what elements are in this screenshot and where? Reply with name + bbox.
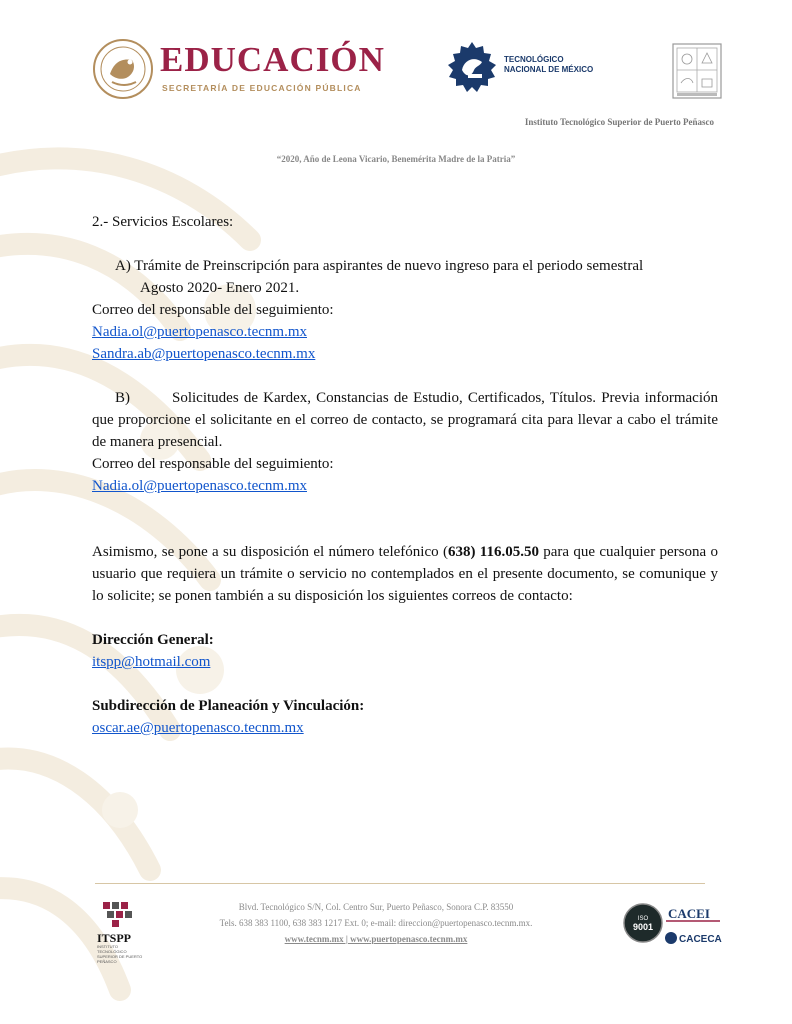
item-a-email-link-1[interactable]: Nadia.ol@puertopenasco.tecnm.mx bbox=[92, 324, 307, 340]
tecnm-logo-icon bbox=[446, 40, 498, 94]
direccion-general-email-link[interactable]: itspp@hotmail.com bbox=[92, 654, 211, 670]
accreditation-logos bbox=[664, 905, 722, 947]
iso-9001-badge-icon bbox=[622, 900, 664, 946]
item-a-line-1: A) Trámite de Preinscripción para aspirantes de nuevo ingreso para el periodo semestral bbox=[115, 258, 644, 274]
iso-label-2: 9001 bbox=[632, 922, 654, 932]
section-title: 2.- Servicios Escolares: bbox=[92, 214, 234, 230]
mexico-seal-icon bbox=[92, 38, 154, 100]
itspp-shield-icon bbox=[672, 43, 722, 99]
item-b-paragraph bbox=[92, 387, 718, 453]
footer-websites[interactable]: www.tecnm.mx | www.puertopenasco.tecnm.mx bbox=[284, 934, 468, 944]
iso-label-1: ISO bbox=[637, 916, 649, 922]
direccion-general-title: Dirección General: bbox=[92, 632, 214, 648]
item-a-responsible-label: Correo del responsable del seguimiento: bbox=[92, 302, 334, 318]
cacei-logo-icon bbox=[664, 905, 722, 923]
contact-text-after: para que cualquier persona o usuario que requiera un trámite o servicio no contemplados en el presente documento, se comunique y lo solicite; se ponen también a su disposición los siguientes correos de contacto: bbox=[92, 544, 718, 604]
education-wordmark: EDUCACIÓN bbox=[160, 40, 385, 79]
document-body bbox=[92, 211, 718, 739]
caceca-logo-icon bbox=[664, 929, 722, 947]
item-b-text: Solicitudes de Kardex, Constancias de Estudio, Certificados, Títulos. Previa información que proporcione el solicitante en el correo de contacto, se programará cita para llevar a cabo el trámite de manera presencial. bbox=[92, 390, 718, 450]
item-a-email-link-2[interactable]: Sandra.ab@puertopenasco.tecnm.mx bbox=[92, 346, 316, 362]
education-subtitle: SECRETARÍA DE EDUCACIÓN PÚBLICA bbox=[162, 83, 362, 93]
tecnm-line-1: TECNOLÓGICO bbox=[504, 55, 564, 64]
footer-address: Blvd. Tecnológico S/N, Col. Centro Sur, Puerto Peñasco, Sonora C.P. 83550 bbox=[238, 902, 514, 912]
tecnm-line-2: NACIONAL DE MÉXICO bbox=[504, 65, 594, 74]
sep-logo bbox=[92, 38, 402, 102]
item-b-marker: B) bbox=[115, 390, 130, 406]
item-a-line-2: Agosto 2020- Enero 2021. bbox=[140, 280, 300, 296]
item-b-responsible-label: Correo del responsable del seguimiento: bbox=[92, 456, 334, 472]
motto: “2020, Año de Leona Vicario, Benemérita Madre de la Patria” bbox=[276, 154, 516, 164]
subdireccion-title: Subdirección de Planeación y Vinculación: bbox=[92, 698, 365, 714]
tecnm-text bbox=[504, 55, 593, 75]
contact-paragraph bbox=[92, 541, 718, 607]
subdireccion-email-link[interactable]: oscar.ae@puertopenasco.tecnm.mx bbox=[92, 720, 304, 736]
institute-name: Instituto Tecnológico Superior de Puerto Peñasco bbox=[524, 117, 714, 127]
footer-phones-email: Tels. 638 383 1100, 638 383 1217 Ext. 0; e-mail: direccion@puertopenasco.tecnm.mx. bbox=[219, 918, 533, 928]
cacei-label: CACEI bbox=[668, 906, 710, 921]
footer-divider bbox=[95, 883, 705, 884]
caceca-label: CACECA bbox=[679, 934, 722, 945]
item-b-email-link[interactable]: Nadia.ol@puertopenasco.tecnm.mx bbox=[92, 478, 307, 494]
tecnm-logo bbox=[446, 40, 606, 96]
footer-logo-subtext: INSTITUTO TECNOLÓGICO SUPERIOR DE PUERTO PEÑASCO bbox=[97, 944, 143, 964]
contact-text-before: Asimismo, se pone a su disposición el número telefónico ( bbox=[92, 544, 448, 560]
footer-logo-text: ITSPP bbox=[97, 931, 132, 945]
contact-phone: 638) 116.05.50 bbox=[447, 544, 539, 560]
